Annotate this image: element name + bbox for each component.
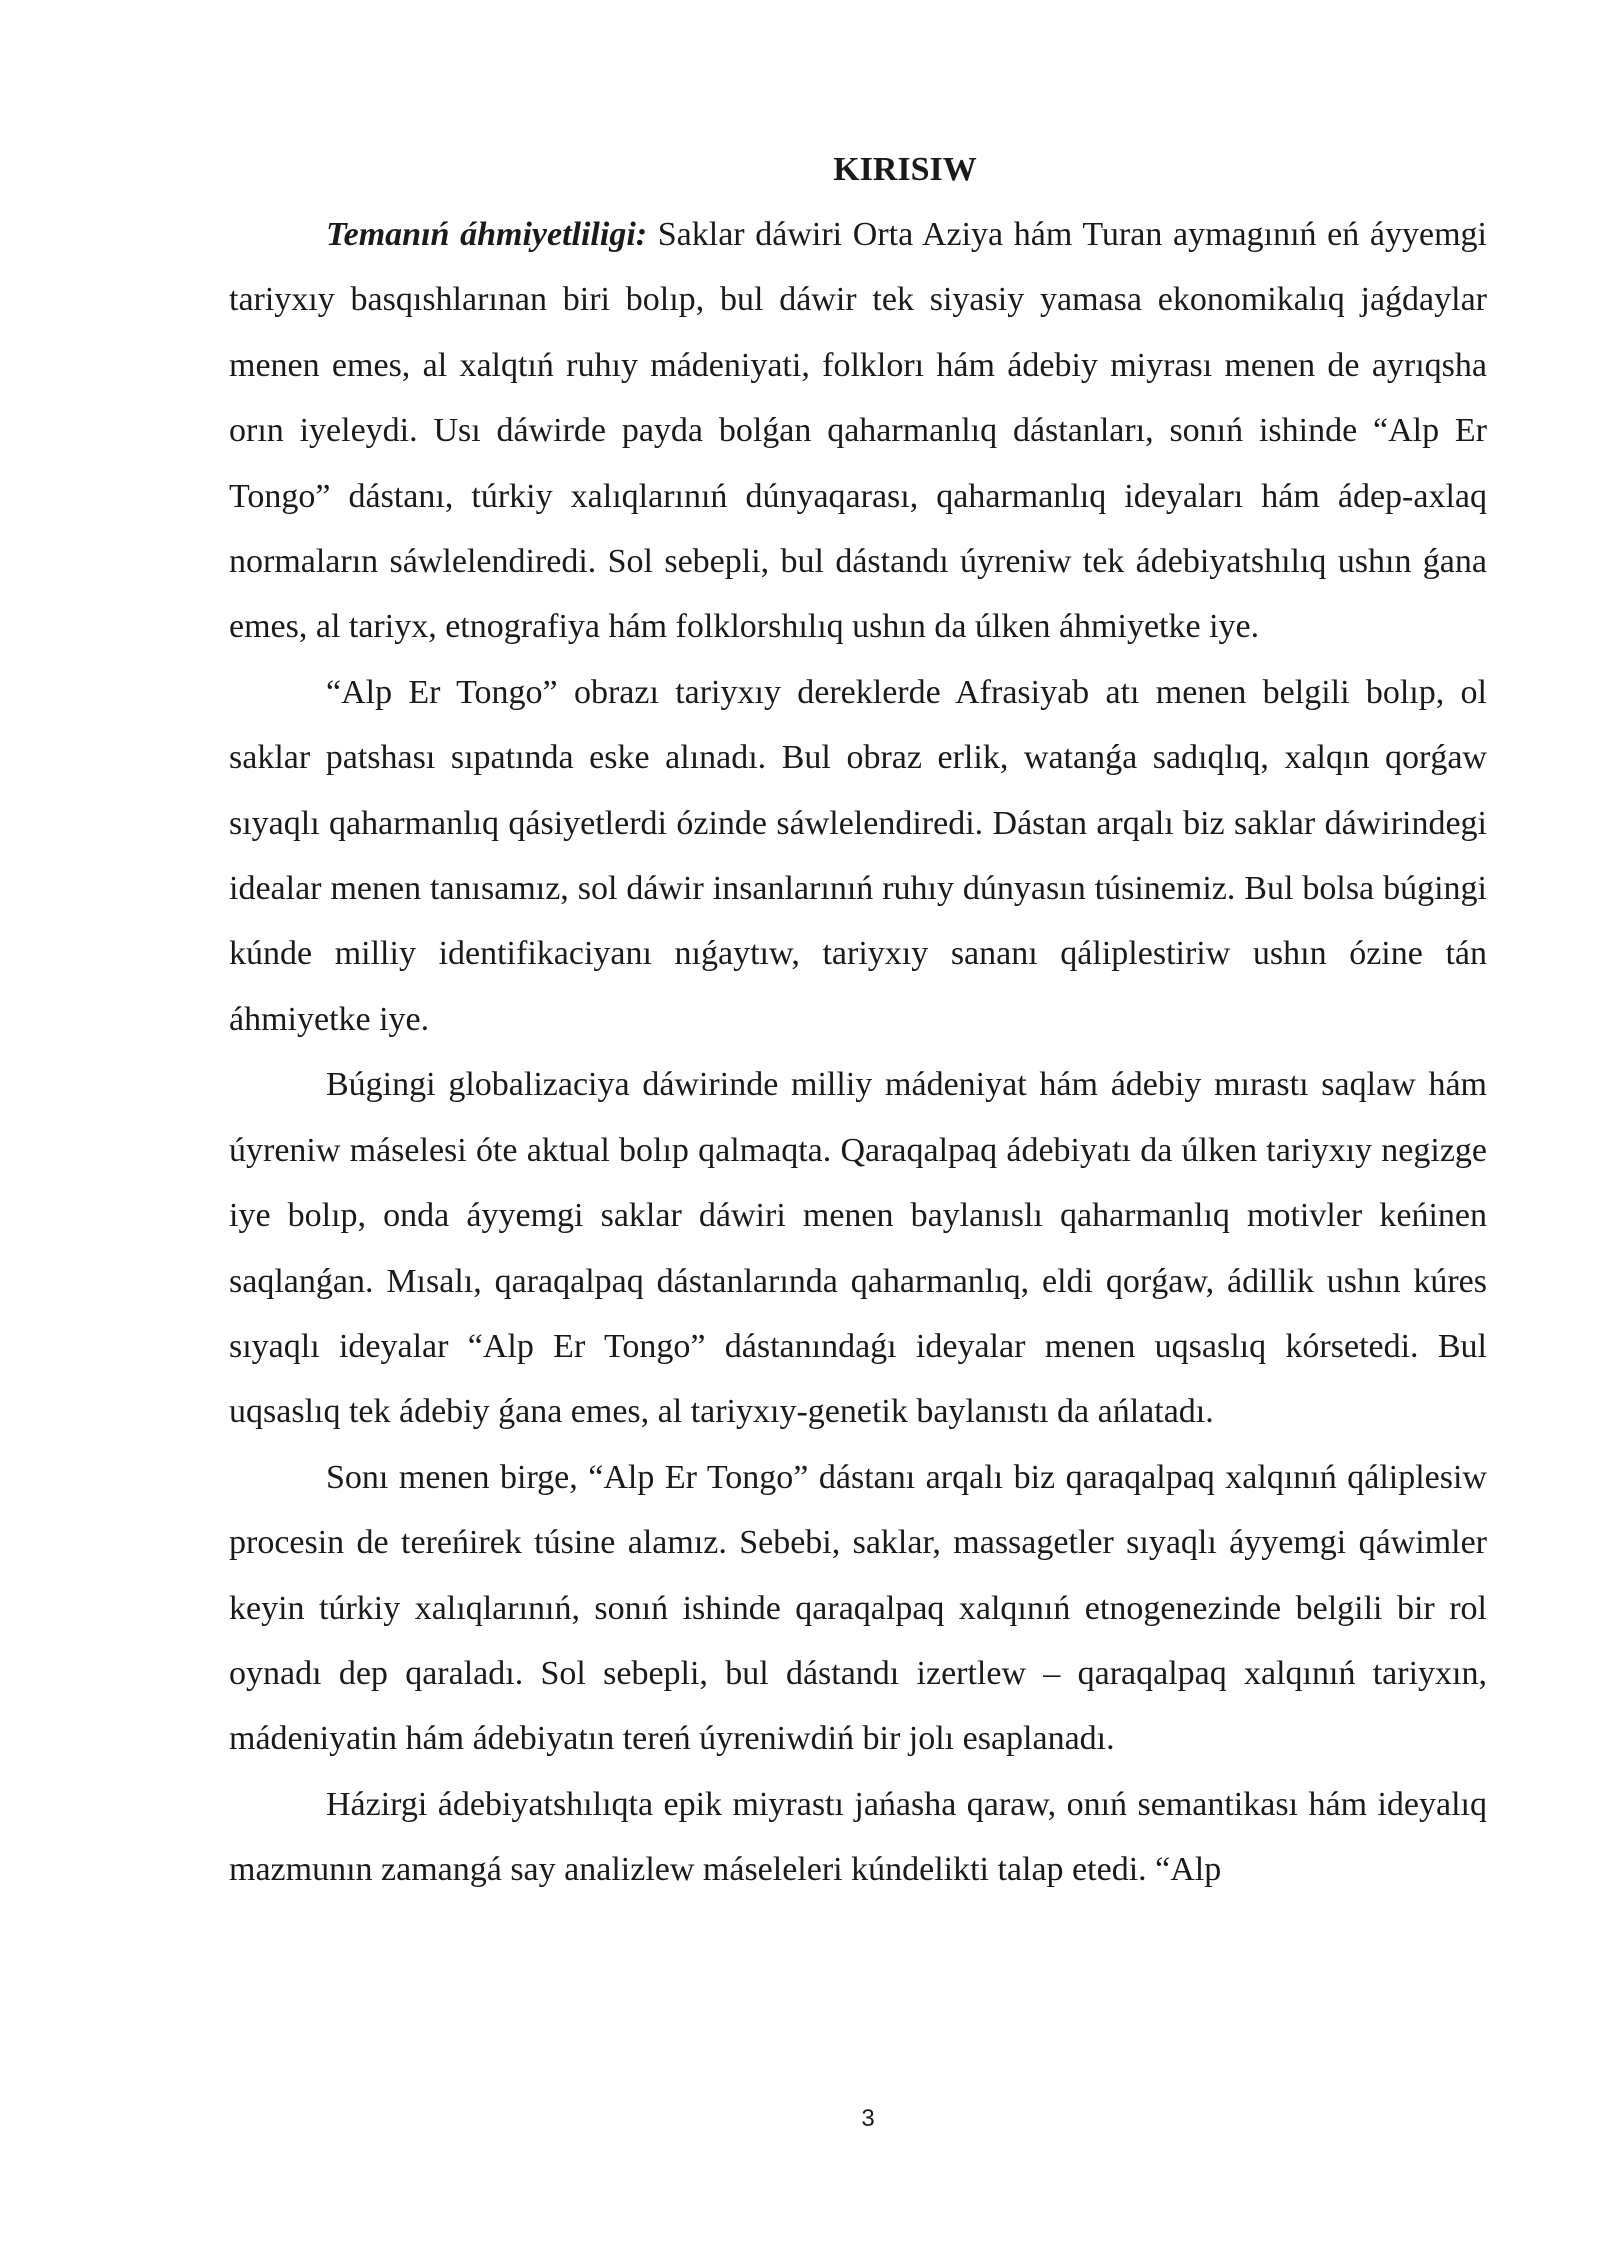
paragraph-text: Búgingi globalizaciya dáwirinde milliy mádeniyat hám ádebiy mırastı saqlaw hám úyreniw máselesi óte aktual bolıp qalmaqta. Qaraqalpaq ádebiyatı da úlken tariyxıy negizge iye bolıp, onda áyyemgi saklar dáwiri menen baylanıslı qaharmanlıq motivler keńinen saqlanǵan. Mısalı, qaraqalpaq dástanlarında qaharmanlıq, eldi qorǵaw, ádillik ushın kúres sıyaqlı ideyalar “Alp Er Tongo” dástanındaǵı ideyalar menen uqsaslıq kórsetedi. Bul uqsaslıq tek ádebiy ǵana emes, al tariyxıy-genetik baylanıstı da ańlatadı.: [229, 1066, 1487, 1431]
paragraph-3: [229, 1052, 1487, 1444]
paragraph-text: Sonı menen birge, “Alp Er Tongo” dástanı arqalı biz qaraqalpaq xalqınıń qáliplesiw procesin de tereńirek túsine alamız. Sebebi, saklar, massagetler sıyaqlı áyyemgi qáwimler keyin túrkiy xalıqlarınıń, sonıń ishinde qaraqalpaq xalqınıń etnogenezinde belgili bir rol oynadı dep qaraladı. Sol sebepli, bul dástandı izertlew – qaraqalpaq xalqınıń tariyxın, mádeniyatin hám ádebiyatın tereń úyreniwdiń bir jolı esaplanadı.: [229, 1458, 1487, 1758]
document-page: [229, 150, 1487, 1903]
paragraph-text: “Alp Er Tongo” obrazı tariyxıy dereklerde Afrasiyab atı menen belgili bolıp, ol saklar patshası sıpatında eske alınadı. Bul obraz erlik, watanǵa sadıqlıq, xalqın qorǵaw sıyaqlı qaharmanlıq qásiyetlerdi ózinde sáwlelendiredi. Dástan arqalı biz saklar dáwirindegi idealar menen tanısamız, sol dáwir insanlarınıń ruhıy dúnyasın túsinemiz. Bul bolsa búgingi kúnde milliy identifikaciyanı nıǵaytıw, tariyxıy sananı qáliplestiriw ushın ózine tán áhmiyetke iye.: [229, 673, 1487, 1038]
paragraph-2: [229, 660, 1487, 1052]
paragraph-text: Saklar dáwiri Orta Aziya hám Turan aymagınıń eń áyyemgi tariyxıy basqıshlarınan biri bolıp, bul dáwir tek siyasiy yamasa ekonomikalıq jaǵdaylar menen emes, al xalqtıń ruhıy mádeniyati, folklorı hám ádebiy miyrası menen de ayrıqsha orın iyeleydi. Usı dáwirde payda bolǵan qaharmanlıq dástanları, sonıń ishinde “Alp Er Tongo” dástanı, túrkiy xalıqlarınıń dúnyaqarası, qaharmanlıq ideyaları hám ádep-axlaq normaların sáwlelendiredi. Sol sebepli, bul dástandı úyreniw tek ádebiyatshılıq ushın ǵana emes, al tariyx, etnografiya hám folklorshılıq ushın da úlken áhmiyetke iye.: [229, 216, 1487, 646]
section-title: KIRISIW: [833, 151, 977, 188]
paragraph-1: [229, 202, 1487, 660]
paragraph-5: [229, 1772, 1487, 1903]
paragraph-lead: Temanıń áhmiyetliligi:: [326, 216, 648, 253]
paragraph-4: [229, 1445, 1487, 1772]
paragraph-text: Házirgi ádebiyatshılıqta epik miyrastı jańasha qaraw, onıń semantikası hám ideyalıq mazmunın zamangá say analizlew máseleleri kúndelikti talap etedi. “Alp: [229, 1785, 1487, 1889]
page-number: 3: [861, 2105, 875, 2132]
